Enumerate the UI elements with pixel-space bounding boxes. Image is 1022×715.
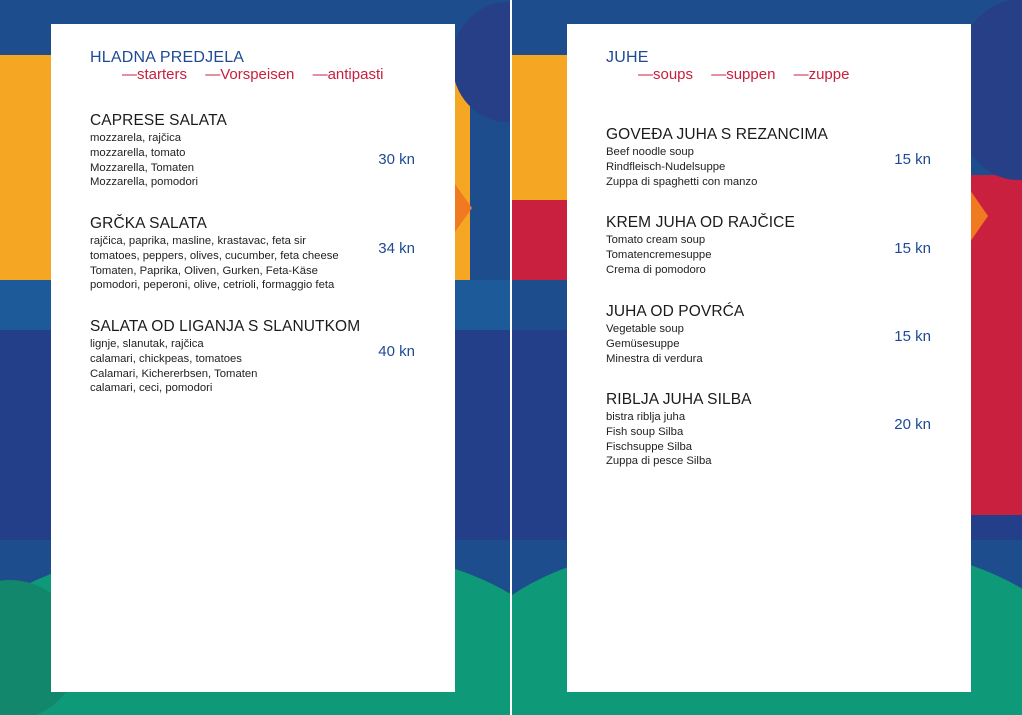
- dish-price: 34 kn: [378, 240, 415, 257]
- dish-description-line: Crema di pomodoro: [606, 263, 706, 276]
- orange-triangle: [970, 190, 988, 242]
- dish-description-line: Zuppa di spaghetti con manzo: [606, 175, 758, 188]
- section-heading: JUHE: [606, 49, 649, 66]
- dish-name: GOVEĐA JUHA S REZANCIMA: [606, 126, 828, 143]
- dish-description-line: rajčica, paprika, masline, krastavac, feta sir: [90, 235, 306, 247]
- section-heading: HLADNA PREDJELA: [90, 49, 245, 66]
- dish-name: JUHA OD POVRĆA: [606, 303, 745, 320]
- dish-description-line: mozzarella, tomato: [90, 146, 186, 159]
- dish-description-line: lignje, slanutak, rajčica: [90, 338, 204, 350]
- dish-name: RIBLJA JUHA SILBA: [606, 391, 752, 408]
- subheading-english: —starters: [122, 66, 188, 83]
- section-subheading: [122, 66, 397, 83]
- subheading-german: —Vorspeisen: [205, 66, 295, 83]
- dish-description-line: Tomatencremesuppe: [606, 248, 712, 261]
- dish-price: 20 kn: [894, 416, 931, 433]
- dish-krem-juha-od-rajcice: [606, 214, 906, 277]
- dish-description-line: Fish soup Silba: [606, 425, 684, 438]
- dish-description-line: calamari, ceci, pomodori: [90, 382, 213, 395]
- dish-description-line: bistra riblja juha: [606, 411, 686, 423]
- menu-card-cold-starters: [51, 24, 455, 692]
- dish-description-line: Fischsuppe Silba: [606, 440, 693, 453]
- subheading-italian: —antipasti: [312, 66, 384, 83]
- dish-goveda-juha: [606, 126, 906, 189]
- dish-description-line: Tomaten, Paprika, Oliven, Gurken, Feta-Käse: [90, 264, 318, 277]
- dish-description-line: tomatoes, peppers, olives, cucumber, feta cheese: [90, 249, 339, 262]
- subheading-italian: —zuppe: [793, 66, 850, 83]
- dish-price: 15 kn: [894, 240, 931, 257]
- dish-description-line: Zuppa di pesce Silba: [606, 455, 712, 468]
- subheading-german: —suppen: [711, 66, 776, 83]
- dish-juha-od-povrca: [606, 303, 906, 366]
- section-subheading: [638, 66, 863, 83]
- dish-price: 30 kn: [378, 151, 415, 168]
- dish-price: 15 kn: [894, 328, 931, 345]
- dish-description-line: Tomato cream soup: [606, 234, 706, 246]
- dish-description-line: Mozzarella, Tomaten: [90, 161, 195, 174]
- dish-caprese-salata: [90, 112, 390, 190]
- menu-card-soups: [567, 24, 971, 692]
- orange-triangle: [452, 180, 472, 236]
- dish-riblja-juha-silba: [606, 391, 906, 469]
- dish-description-line: calamari, chickpeas, tomatoes: [90, 352, 242, 365]
- dish-description-line: Rindfleisch-Nudelsuppe: [606, 160, 726, 173]
- dish-salata-od-liganja: [90, 318, 390, 396]
- dish-description-line: Mozzarella, pomodori: [90, 176, 198, 189]
- dish-name: GRČKA SALATA: [90, 215, 207, 232]
- dish-description-line: Calamari, Kichererbsen, Tomaten: [90, 367, 258, 380]
- dish-price: 15 kn: [894, 151, 931, 168]
- dish-description-line: Beef noodle soup: [606, 146, 694, 158]
- dish-name: SALATA OD LIGANJA S SLANUTKOM: [90, 318, 361, 335]
- dish-grcka-salata: [90, 215, 390, 293]
- dish-description-line: Gemüsesuppe: [606, 337, 680, 350]
- dish-description-line: Vegetable soup: [606, 323, 684, 335]
- dish-name: CAPRESE SALATA: [90, 112, 227, 129]
- right-menu-page: [512, 0, 1022, 715]
- dish-description-line: Minestra di verdura: [606, 352, 703, 365]
- red-band-left: [512, 200, 572, 280]
- dish-description-line: mozzarela, rajčica: [90, 132, 182, 144]
- dish-price: 40 kn: [378, 343, 415, 360]
- subheading-english: —soups: [638, 66, 694, 83]
- dish-description-line: pomodori, peperoni, olive, cetrioli, formaggio feta: [90, 279, 335, 292]
- dish-name: KREM JUHA OD RAJČICE: [606, 214, 795, 231]
- left-menu-page: [0, 0, 510, 715]
